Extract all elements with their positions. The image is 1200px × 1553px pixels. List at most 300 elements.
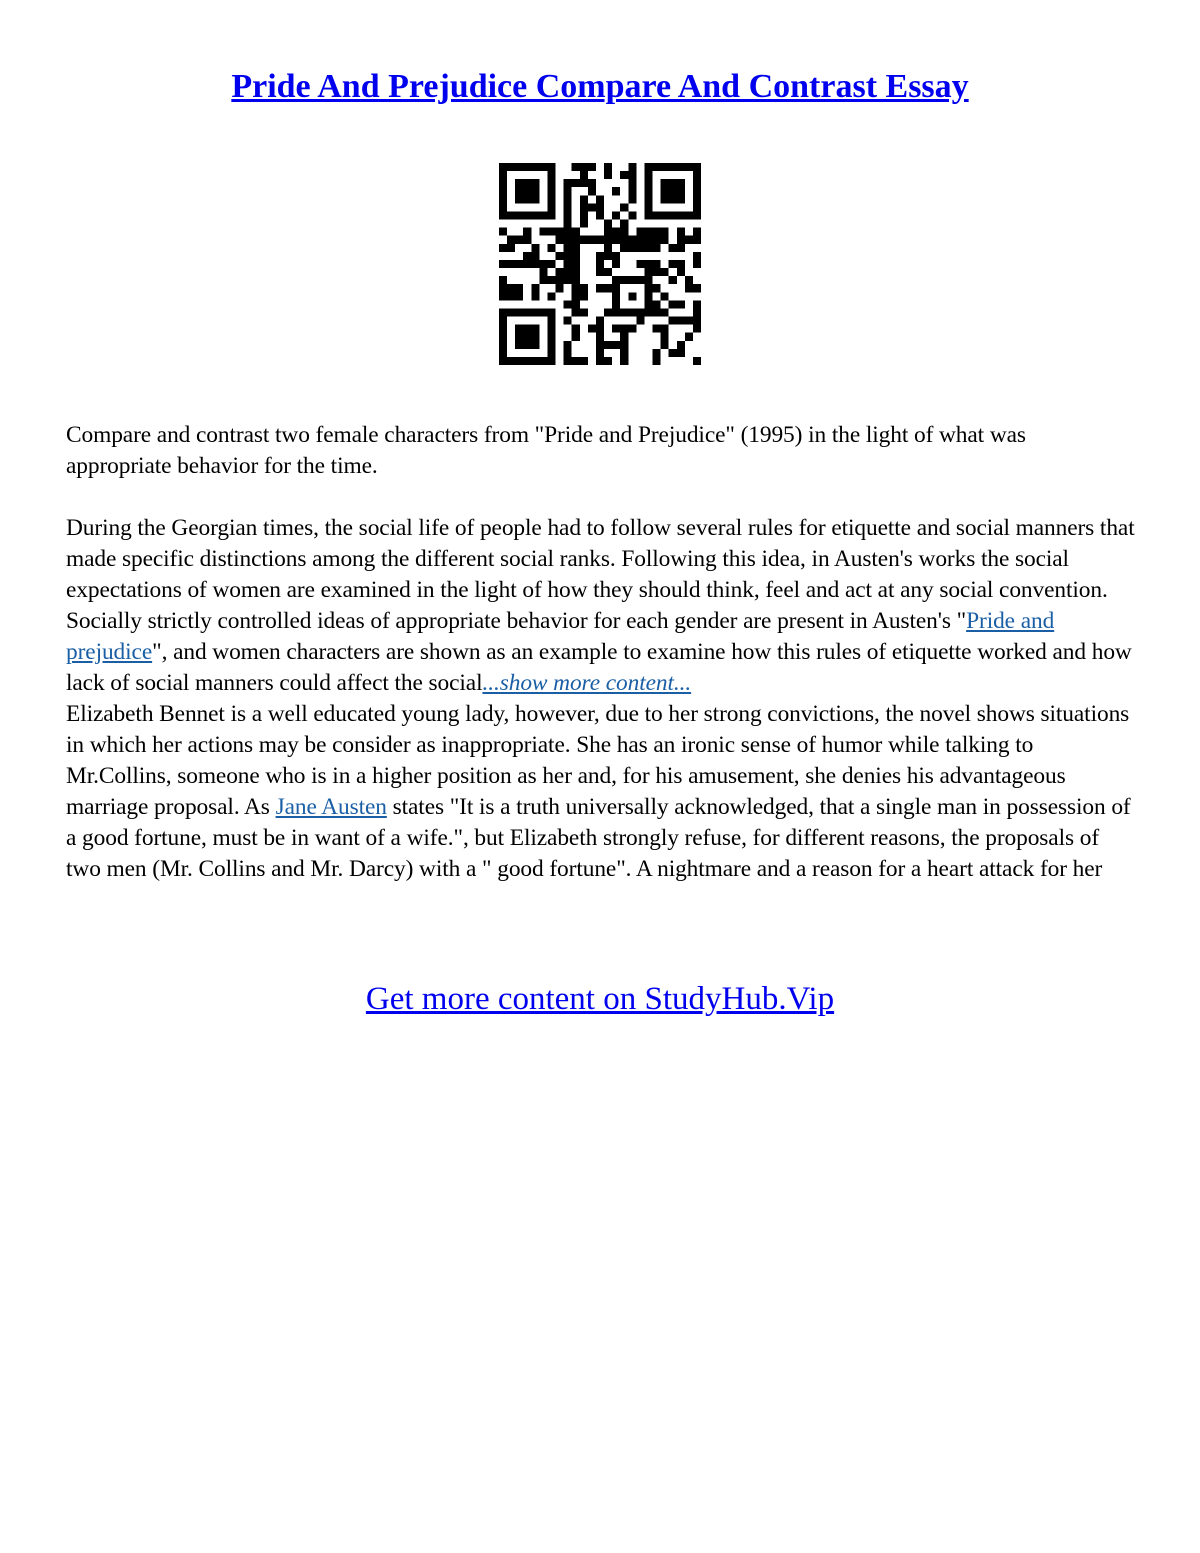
qr-module (612, 252, 620, 260)
qr-module (572, 357, 580, 365)
qr-module (661, 268, 669, 276)
qr-module (531, 292, 539, 300)
qr-module (693, 284, 701, 292)
qr-module (531, 163, 539, 171)
qr-module (515, 179, 523, 187)
qr-module (572, 252, 580, 260)
qr-module (604, 171, 612, 179)
qr-module (580, 308, 588, 316)
qr-module (556, 252, 564, 260)
qr-module (564, 203, 572, 211)
qr-module (612, 236, 620, 244)
qr-module (596, 236, 604, 244)
qr-module (612, 292, 620, 300)
qr-module (531, 187, 539, 195)
qr-module (661, 187, 669, 195)
pride-and-prejudice-link[interactable]: Pride and prejudice (66, 608, 1055, 665)
qr-module (564, 252, 572, 260)
qr-module (693, 228, 701, 236)
qr-module (612, 300, 620, 308)
qr-module (653, 349, 661, 357)
qr-module (547, 228, 555, 236)
qr-module (644, 308, 652, 316)
qr-module (580, 292, 588, 300)
qr-module (628, 211, 636, 219)
qr-module (669, 349, 677, 357)
qr-module (612, 260, 620, 268)
title-link[interactable]: Pride And Prejudice Compare And Contrast Essay (231, 68, 969, 105)
qr-module (539, 268, 547, 276)
qr-module (677, 228, 685, 236)
qr-module (499, 357, 507, 365)
qr-module (523, 252, 531, 260)
qr-module (531, 357, 539, 365)
qr-module (547, 203, 555, 211)
qr-module (693, 260, 701, 268)
qr-module (644, 187, 652, 195)
qr-module (669, 187, 677, 195)
qr-module (612, 341, 620, 349)
qr-module (564, 220, 572, 228)
qr-module (636, 276, 644, 284)
qr-module (539, 357, 547, 365)
qr-module (669, 179, 677, 187)
qr-module (556, 276, 564, 284)
qr-module (693, 300, 701, 308)
qr-module (547, 349, 555, 357)
qr-module (515, 211, 523, 219)
qr-module (531, 244, 539, 252)
qr-module (547, 211, 555, 219)
qr-module (564, 195, 572, 203)
qr-module (628, 179, 636, 187)
qr-module (612, 187, 620, 195)
qr-module (620, 276, 628, 284)
qr-module (628, 292, 636, 300)
qr-module (685, 276, 693, 284)
qr-module (556, 228, 564, 236)
qr-module (531, 333, 539, 341)
qr-module (604, 252, 612, 260)
qr-module (539, 276, 547, 284)
qr-module (596, 260, 604, 268)
qr-module (564, 260, 572, 268)
qr-module (661, 308, 669, 316)
qr-module (628, 308, 636, 316)
qr-module (644, 211, 652, 219)
qr-module (669, 317, 677, 325)
qr-module (693, 308, 701, 316)
qr-module (636, 317, 644, 325)
qr-module (677, 211, 685, 219)
qr-module (547, 260, 555, 268)
qr-module (580, 236, 588, 244)
qr-module (628, 171, 636, 179)
qr-module (636, 244, 644, 252)
qr-module (596, 195, 604, 203)
qr-module (644, 203, 652, 211)
qr-module (661, 163, 669, 171)
qr-module (677, 300, 685, 308)
qr-module (677, 163, 685, 171)
qr-module (564, 276, 572, 284)
qr-module (685, 333, 693, 341)
qr-module (507, 236, 515, 244)
qr-module (669, 163, 677, 171)
qr-module (636, 236, 644, 244)
qr-module (620, 203, 628, 211)
qr-module (539, 163, 547, 171)
qr-module (564, 228, 572, 236)
qr-module (507, 292, 515, 300)
qr-module (547, 333, 555, 341)
qr-module (523, 341, 531, 349)
qr-module (693, 211, 701, 219)
qr-module (612, 325, 620, 333)
qr-module (604, 308, 612, 316)
qr-module (507, 357, 515, 365)
qr-module (547, 341, 555, 349)
qr-module (596, 349, 604, 357)
qr-module (596, 325, 604, 333)
qr-module (653, 308, 661, 316)
qr-module (515, 357, 523, 365)
qr-module (653, 325, 661, 333)
qr-module (644, 195, 652, 203)
qr-module (572, 276, 580, 284)
qr-module (580, 211, 588, 219)
qr-module (636, 228, 644, 236)
qr-module (620, 244, 628, 252)
qr-module (661, 228, 669, 236)
qr-module (539, 211, 547, 219)
qr-module (507, 163, 515, 171)
qr-module (604, 357, 612, 365)
qr-module (644, 228, 652, 236)
qr-module (580, 163, 588, 171)
qr-module (499, 325, 507, 333)
qr-module (564, 349, 572, 357)
qr-module (620, 171, 628, 179)
qr-module (661, 179, 669, 187)
qr-module (572, 333, 580, 341)
qr-module (653, 236, 661, 244)
qr-module (564, 211, 572, 219)
qr-code-image (499, 163, 701, 365)
qr-module (661, 211, 669, 219)
qr-module (515, 284, 523, 292)
qr-module (596, 333, 604, 341)
qr-module (693, 187, 701, 195)
qr-module (612, 276, 620, 284)
qr-module (572, 308, 580, 316)
qr-module (661, 195, 669, 203)
qr-module (531, 195, 539, 203)
qr-module (572, 268, 580, 276)
qr-module (604, 341, 612, 349)
qr-module (653, 260, 661, 268)
qr-module (499, 171, 507, 179)
qr-module (547, 308, 555, 316)
paragraph-text: states "It is a truth universally acknowledged, that a single man in possession of a good fortune, must be in want of a wife.", but Elizabeth strongly refuse, for different reasons, the proposals of two men (Mr. Collins and Mr. Darcy) with a " good fortune". A nightmare and a reason for a heart attack for her (66, 794, 1131, 882)
qr-module (677, 187, 685, 195)
qr-module (620, 220, 628, 228)
qr-module (628, 163, 636, 171)
qr-module (564, 179, 572, 187)
qr-module (620, 333, 628, 341)
qr-module (628, 187, 636, 195)
qr-module (547, 195, 555, 203)
qr-module (588, 203, 596, 211)
qr-module (572, 244, 580, 252)
qr-module (612, 284, 620, 292)
qr-module (596, 317, 604, 325)
qr-module (693, 179, 701, 187)
qr-module (507, 211, 515, 219)
qr-module (499, 187, 507, 195)
qr-module (547, 187, 555, 195)
qr-module (531, 252, 539, 260)
qr-module (547, 317, 555, 325)
qr-module (677, 195, 685, 203)
qr-module (677, 317, 685, 325)
qr-module (693, 171, 701, 179)
paragraph-text: Socially strictly controlled ideas of appropriate behavior for each gender are present in Austen's " (66, 608, 967, 634)
qr-module (523, 325, 531, 333)
qr-module (523, 260, 531, 268)
qr-module (693, 357, 701, 365)
qr-module (677, 236, 685, 244)
intro-paragraph: Compare and contrast two female characters from "Pride and Prejudice" (1995) in the light of what was appropriate behavior for the time. (66, 422, 1026, 479)
qr-module (564, 244, 572, 252)
qr-module (523, 236, 531, 244)
qr-module (653, 244, 661, 252)
qr-module (644, 292, 652, 300)
qr-module (644, 268, 652, 276)
qr-module (604, 228, 612, 236)
qr-module (644, 171, 652, 179)
qr-module (564, 317, 572, 325)
qr-module (620, 228, 628, 236)
qr-module (693, 195, 701, 203)
qr-module (685, 236, 693, 244)
qr-module (677, 260, 685, 268)
qr-module (539, 308, 547, 316)
qr-module (596, 252, 604, 260)
qr-module (523, 163, 531, 171)
qr-module (596, 284, 604, 292)
qr-module (547, 357, 555, 365)
qr-module (507, 244, 515, 252)
qr-module (580, 220, 588, 228)
qr-module (580, 179, 588, 187)
qr-module (677, 349, 685, 357)
qr-module (669, 211, 677, 219)
qr-module (572, 284, 580, 292)
qr-module (580, 195, 588, 203)
qr-module (564, 187, 572, 195)
qr-module (669, 244, 677, 252)
qr-module (547, 276, 555, 284)
qr-module (572, 325, 580, 333)
qr-module (515, 163, 523, 171)
qr-module (499, 244, 507, 252)
qr-module (523, 211, 531, 219)
qr-module (628, 244, 636, 252)
qr-module (564, 357, 572, 365)
qr-module (628, 195, 636, 203)
qr-module (547, 163, 555, 171)
qr-module (661, 325, 669, 333)
qr-module (523, 308, 531, 316)
qr-module (499, 349, 507, 357)
qr-module (499, 260, 507, 268)
qr-module (620, 236, 628, 244)
qr-module (653, 163, 661, 171)
qr-module (588, 325, 596, 333)
qr-module (515, 260, 523, 268)
qr-module (653, 357, 661, 365)
qr-module (523, 228, 531, 236)
qr-module (620, 341, 628, 349)
qr-module (499, 276, 507, 284)
qr-module (499, 292, 507, 300)
qr-module (653, 268, 661, 276)
qr-module (507, 260, 515, 268)
qr-module (604, 220, 612, 228)
qr-module (523, 187, 531, 195)
qr-module (588, 187, 596, 195)
qr-module (515, 195, 523, 203)
qr-module (685, 211, 693, 219)
qr-module (515, 236, 523, 244)
qr-module (588, 163, 596, 171)
qr-module (604, 268, 612, 276)
qr-module (572, 300, 580, 308)
qr-module (588, 179, 596, 187)
qr-module (693, 317, 701, 325)
qr-module (572, 228, 580, 236)
qr-module (564, 341, 572, 349)
paragraph-text: Elizabeth Bennet is a well educated young lady, however, due to her strong convictions, the novel shows situations in which her actions may be consider as inappropriate. She has an ironic sense of humor while talking to Mr.Collins, someone who is in a higher position as her and, for his amusement, she denies his advantageous marriage proposal. As (66, 701, 1130, 820)
qr-module (644, 300, 652, 308)
qr-module (677, 179, 685, 187)
qr-module (572, 179, 580, 187)
qr-module (531, 308, 539, 316)
qr-module (523, 357, 531, 365)
qr-module (580, 357, 588, 365)
qr-module (661, 292, 669, 300)
qr-code (499, 163, 701, 365)
qr-module (580, 284, 588, 292)
qr-module (669, 260, 677, 268)
qr-module (653, 211, 661, 219)
qr-module (564, 268, 572, 276)
qr-module (644, 179, 652, 187)
qr-module (620, 357, 628, 365)
qr-module (515, 187, 523, 195)
qr-module (653, 228, 661, 236)
qr-module (620, 325, 628, 333)
qr-module (515, 325, 523, 333)
qr-module (507, 308, 515, 316)
qr-module (539, 228, 547, 236)
qr-module (693, 325, 701, 333)
qr-module (499, 163, 507, 171)
qr-module (572, 163, 580, 171)
qr-module (564, 300, 572, 308)
qr-module (547, 325, 555, 333)
paragraph-elizabeth (66, 699, 1136, 885)
qr-module (612, 228, 620, 236)
qr-module (644, 276, 652, 284)
paragraph-text: ", and women characters are shown as an example to examine how this rules of etiquette worked and how lack of social manners could affect the social (66, 639, 1132, 696)
jane-austen-link[interactable]: Jane Austen (275, 794, 387, 820)
qr-module (604, 284, 612, 292)
qr-module (572, 260, 580, 268)
qr-module (644, 236, 652, 244)
qr-module (685, 284, 693, 292)
qr-module (499, 333, 507, 341)
qr-module (596, 203, 604, 211)
qr-module (499, 211, 507, 219)
paragraph-georgian-times: During the Georgian times, the social life of people had to follow several rules for etiquette and social manners that made specific distinctions among the different social ranks. Following this idea, in Austen's works the social expectations of women are examined in the light of how they should think, feel and act at any social convention. (66, 515, 1135, 603)
qr-module (531, 284, 539, 292)
qr-module (499, 228, 507, 236)
qr-module (636, 260, 644, 268)
qr-module (677, 268, 685, 276)
qr-module (693, 203, 701, 211)
qr-module (653, 300, 661, 308)
qr-module (499, 179, 507, 187)
qr-module (669, 195, 677, 203)
qr-module (499, 203, 507, 211)
qr-module (644, 163, 652, 171)
qr-module (604, 236, 612, 244)
qr-module (580, 203, 588, 211)
qr-module (612, 308, 620, 316)
qr-module (572, 292, 580, 300)
qr-module (564, 236, 572, 244)
qr-module (653, 284, 661, 292)
qr-module (644, 284, 652, 292)
essay-body (66, 420, 1136, 885)
qr-module (547, 244, 555, 252)
qr-module (547, 171, 555, 179)
qr-module (612, 211, 620, 219)
qr-module (539, 260, 547, 268)
qr-module (523, 179, 531, 187)
qr-module (531, 341, 539, 349)
qr-module (596, 357, 604, 365)
qr-module (515, 308, 523, 316)
qr-module (596, 341, 604, 349)
qr-module (556, 268, 564, 276)
qr-module (499, 284, 507, 292)
qr-module (523, 195, 531, 203)
footer (0, 976, 1200, 1022)
qr-module (628, 325, 636, 333)
qr-module (515, 341, 523, 349)
qr-module (685, 317, 693, 325)
show-more-link[interactable]: ...show more content... (482, 670, 692, 696)
qr-module (499, 341, 507, 349)
qr-module (677, 341, 685, 349)
studyhub-link[interactable]: Get more content on StudyHub.Vip (365, 981, 835, 1017)
qr-module (556, 284, 564, 292)
qr-module (596, 268, 604, 276)
qr-module (515, 333, 523, 341)
